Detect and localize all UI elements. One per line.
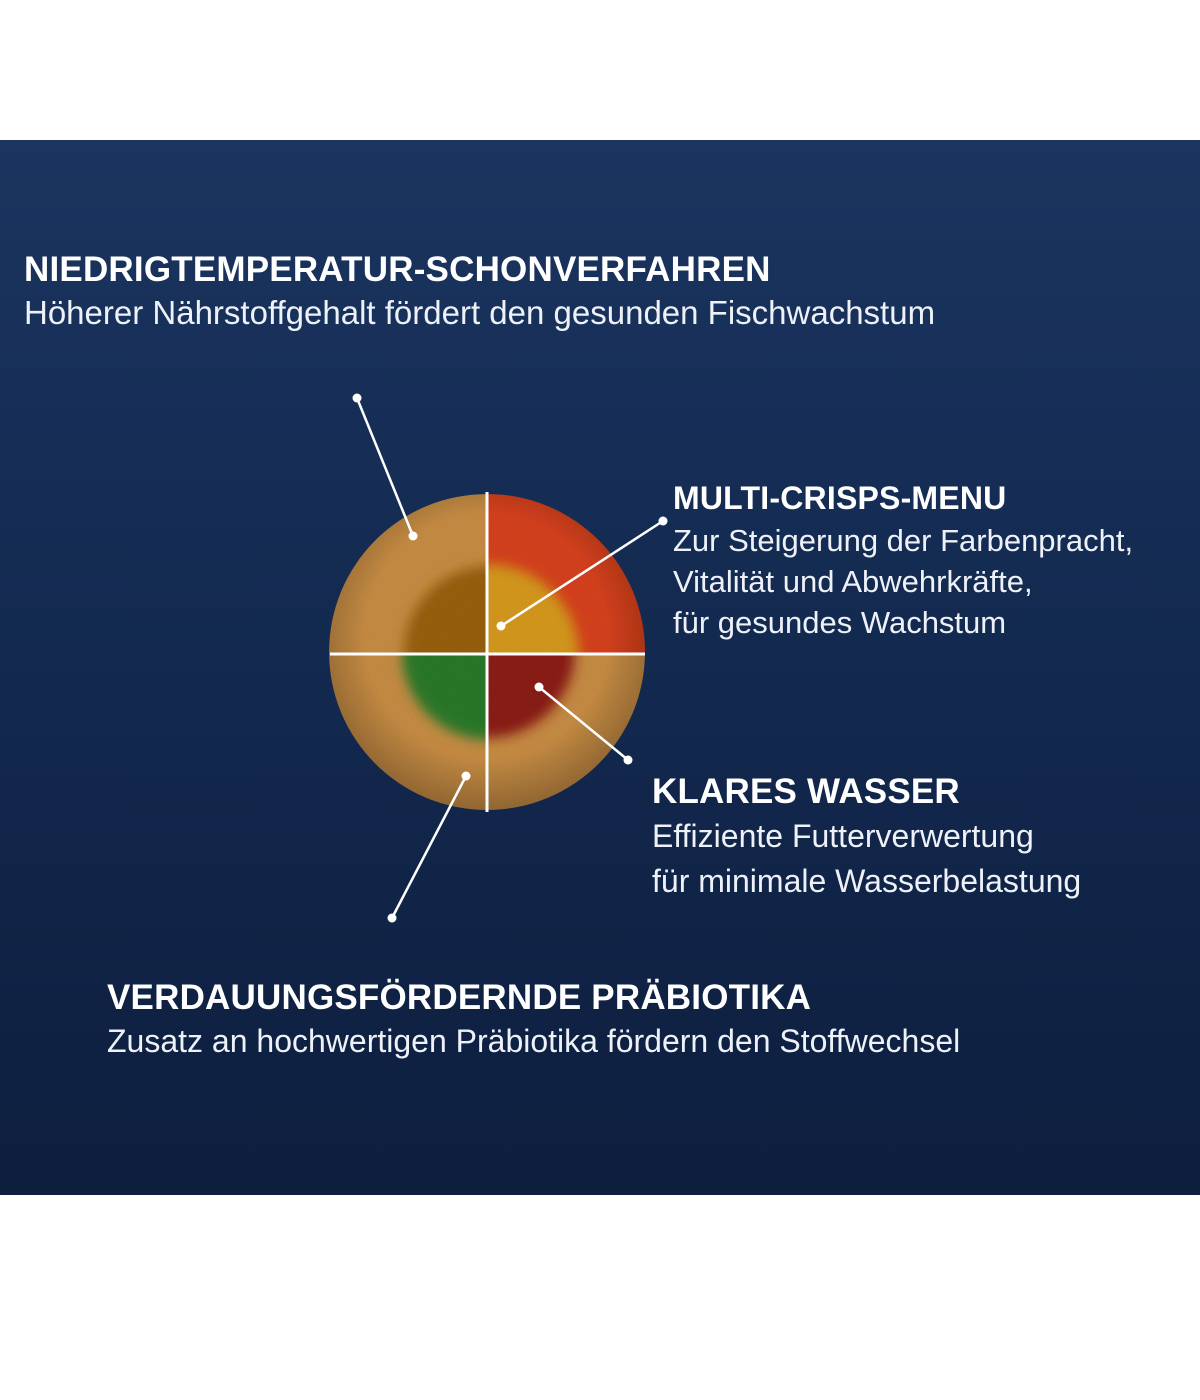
feature-title: NIEDRIGTEMPERATUR-SCHONVERFAHREN (24, 250, 771, 289)
feature-panel (0, 140, 1200, 1195)
feature-line: Effiziente Futterverwertung (652, 818, 1034, 854)
feature-line: Höherer Nährstoffgehalt fördert den gesunden Fischwachstum (24, 294, 936, 331)
feature-title: MULTI-CRISPS-MENU (673, 480, 1007, 516)
feature-prebiotics (107, 976, 960, 1062)
feature-title: VERDAUUNGSFÖRDERNDE PRÄBIOTIKA (107, 978, 812, 1017)
feature-line: für gesundes Wachstum (673, 605, 1007, 640)
feature-title: KLARES WASSER (652, 772, 960, 811)
feature-line: Zusatz an hochwertigen Präbiotika fördern den Stoffwechsel (107, 1023, 961, 1059)
feature-line: Vitalität und Abwehrkräfte, (673, 564, 1033, 599)
feature-clear-water (652, 770, 1081, 904)
pellet (329, 480, 657, 810)
feature-temperature (24, 248, 935, 334)
feature-line: für minimale Wasserbelastung (652, 863, 1082, 899)
feature-multi-crisps (673, 476, 1133, 643)
feature-line: Zur Steigerung der Farbenpracht, (673, 523, 1134, 558)
